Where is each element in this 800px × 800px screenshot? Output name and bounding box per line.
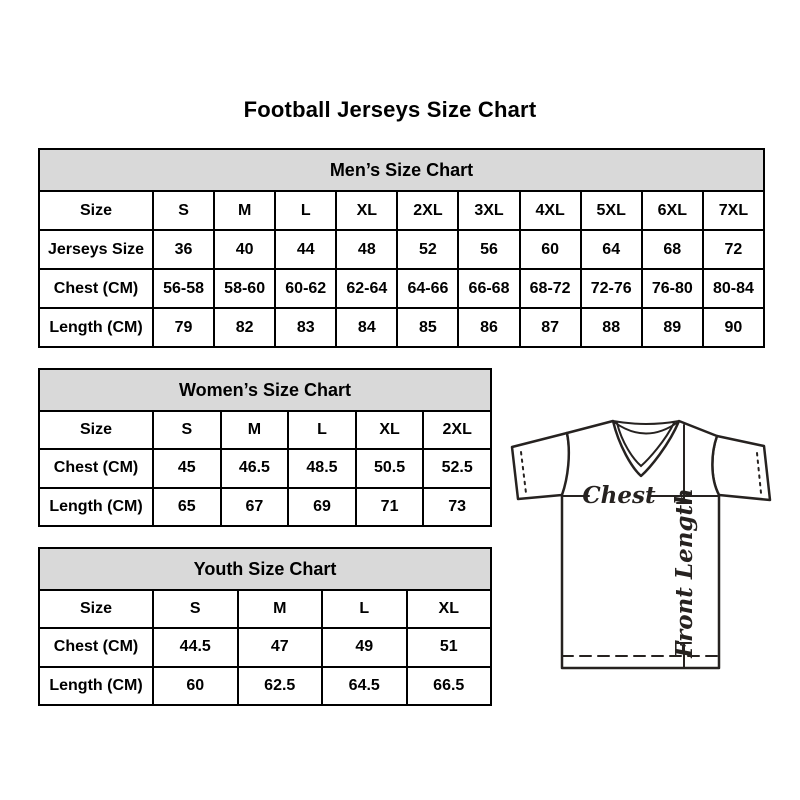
womens-table-title: Women’s Size Chart	[39, 369, 491, 411]
value-cell: 60	[520, 230, 581, 269]
chest-label: Chest	[582, 482, 656, 509]
page-title: Football Jerseys Size Chart	[243, 97, 537, 122]
table-row	[39, 308, 764, 347]
value-cell: 85	[397, 308, 458, 347]
value-cell: L	[288, 411, 356, 449]
value-cell: 52.5	[423, 449, 491, 487]
womens-size-table	[38, 368, 492, 527]
value-cell: 65	[153, 488, 221, 526]
value-cell: 48	[336, 230, 397, 269]
value-cell: 6XL	[642, 191, 703, 230]
value-cell: 64.5	[322, 667, 407, 705]
value-cell: 64-66	[397, 269, 458, 308]
value-cell: 90	[703, 308, 764, 347]
womens-size-table-grid	[38, 368, 492, 527]
value-cell: 52	[397, 230, 458, 269]
jersey-measurement-diagram	[505, 403, 777, 693]
value-cell: 79	[153, 308, 214, 347]
value-cell: 82	[214, 308, 275, 347]
youth-size-table	[38, 547, 492, 706]
value-cell: 76-80	[642, 269, 703, 308]
value-cell: 83	[275, 308, 336, 347]
row-label: Chest (CM)	[39, 449, 153, 487]
row-label: Chest (CM)	[39, 269, 153, 308]
value-cell: 64	[581, 230, 642, 269]
value-cell: 89	[642, 308, 703, 347]
table-row	[39, 269, 764, 308]
value-cell: 72-76	[581, 269, 642, 308]
youth-header-row	[39, 548, 491, 590]
value-cell: 71	[356, 488, 424, 526]
row-label: Size	[39, 191, 153, 230]
value-cell: 2XL	[397, 191, 458, 230]
value-cell: 2XL	[423, 411, 491, 449]
value-cell: 46.5	[221, 449, 289, 487]
value-cell: 48.5	[288, 449, 356, 487]
row-label: Length (CM)	[39, 667, 153, 705]
table-row	[39, 191, 764, 230]
table-row	[39, 667, 491, 705]
value-cell: 62-64	[336, 269, 397, 308]
value-cell: M	[214, 191, 275, 230]
value-cell: 7XL	[703, 191, 764, 230]
value-cell: 51	[407, 628, 492, 666]
value-cell: 84	[336, 308, 397, 347]
table-row	[39, 411, 491, 449]
value-cell: XL	[356, 411, 424, 449]
row-label: Jerseys Size	[39, 230, 153, 269]
value-cell: 62.5	[238, 667, 323, 705]
value-cell: 44.5	[153, 628, 238, 666]
value-cell: 40	[214, 230, 275, 269]
row-label: Length (CM)	[39, 488, 153, 526]
value-cell: 56-58	[153, 269, 214, 308]
value-cell: S	[153, 411, 221, 449]
table-row	[39, 449, 491, 487]
left-sleeve	[512, 433, 569, 499]
value-cell: 67	[221, 488, 289, 526]
value-cell: L	[275, 191, 336, 230]
value-cell: 5XL	[581, 191, 642, 230]
mens-size-table-grid	[38, 148, 765, 348]
youth-table-title: Youth Size Chart	[39, 548, 491, 590]
value-cell: 72	[703, 230, 764, 269]
row-label: Chest (CM)	[39, 628, 153, 666]
value-cell: 86	[458, 308, 519, 347]
youth-size-table-grid	[38, 547, 492, 706]
value-cell: 47	[238, 628, 323, 666]
table-row	[39, 628, 491, 666]
table-row	[39, 230, 764, 269]
value-cell: 88	[581, 308, 642, 347]
value-cell: M	[238, 590, 323, 628]
value-cell: 50.5	[356, 449, 424, 487]
value-cell: 80-84	[703, 269, 764, 308]
mens-size-table	[38, 148, 765, 348]
value-cell: XL	[407, 590, 492, 628]
mens-table-title: Men’s Size Chart	[39, 149, 764, 191]
table-row	[39, 488, 491, 526]
row-label: Length (CM)	[39, 308, 153, 347]
collar-back-line	[613, 421, 679, 424]
value-cell: 3XL	[458, 191, 519, 230]
value-cell: L	[322, 590, 407, 628]
value-cell: 69	[288, 488, 356, 526]
value-cell: M	[221, 411, 289, 449]
row-label: Size	[39, 411, 153, 449]
value-cell: 68-72	[520, 269, 581, 308]
value-cell: 36	[153, 230, 214, 269]
front-length-label: Front Length	[671, 488, 698, 658]
value-cell: 73	[423, 488, 491, 526]
value-cell: S	[153, 191, 214, 230]
value-cell: 66-68	[458, 269, 519, 308]
value-cell: 4XL	[520, 191, 581, 230]
value-cell: XL	[336, 191, 397, 230]
value-cell: 45	[153, 449, 221, 487]
value-cell: 60	[153, 667, 238, 705]
value-cell: 49	[322, 628, 407, 666]
womens-header-row	[39, 369, 491, 411]
value-cell: 68	[642, 230, 703, 269]
value-cell: 60-62	[275, 269, 336, 308]
value-cell: 58-60	[214, 269, 275, 308]
value-cell: 66.5	[407, 667, 492, 705]
row-label: Size	[39, 590, 153, 628]
value-cell: 56	[458, 230, 519, 269]
value-cell: S	[153, 590, 238, 628]
value-cell: 87	[520, 308, 581, 347]
table-row	[39, 590, 491, 628]
value-cell: 44	[275, 230, 336, 269]
mens-header-row	[39, 149, 764, 191]
